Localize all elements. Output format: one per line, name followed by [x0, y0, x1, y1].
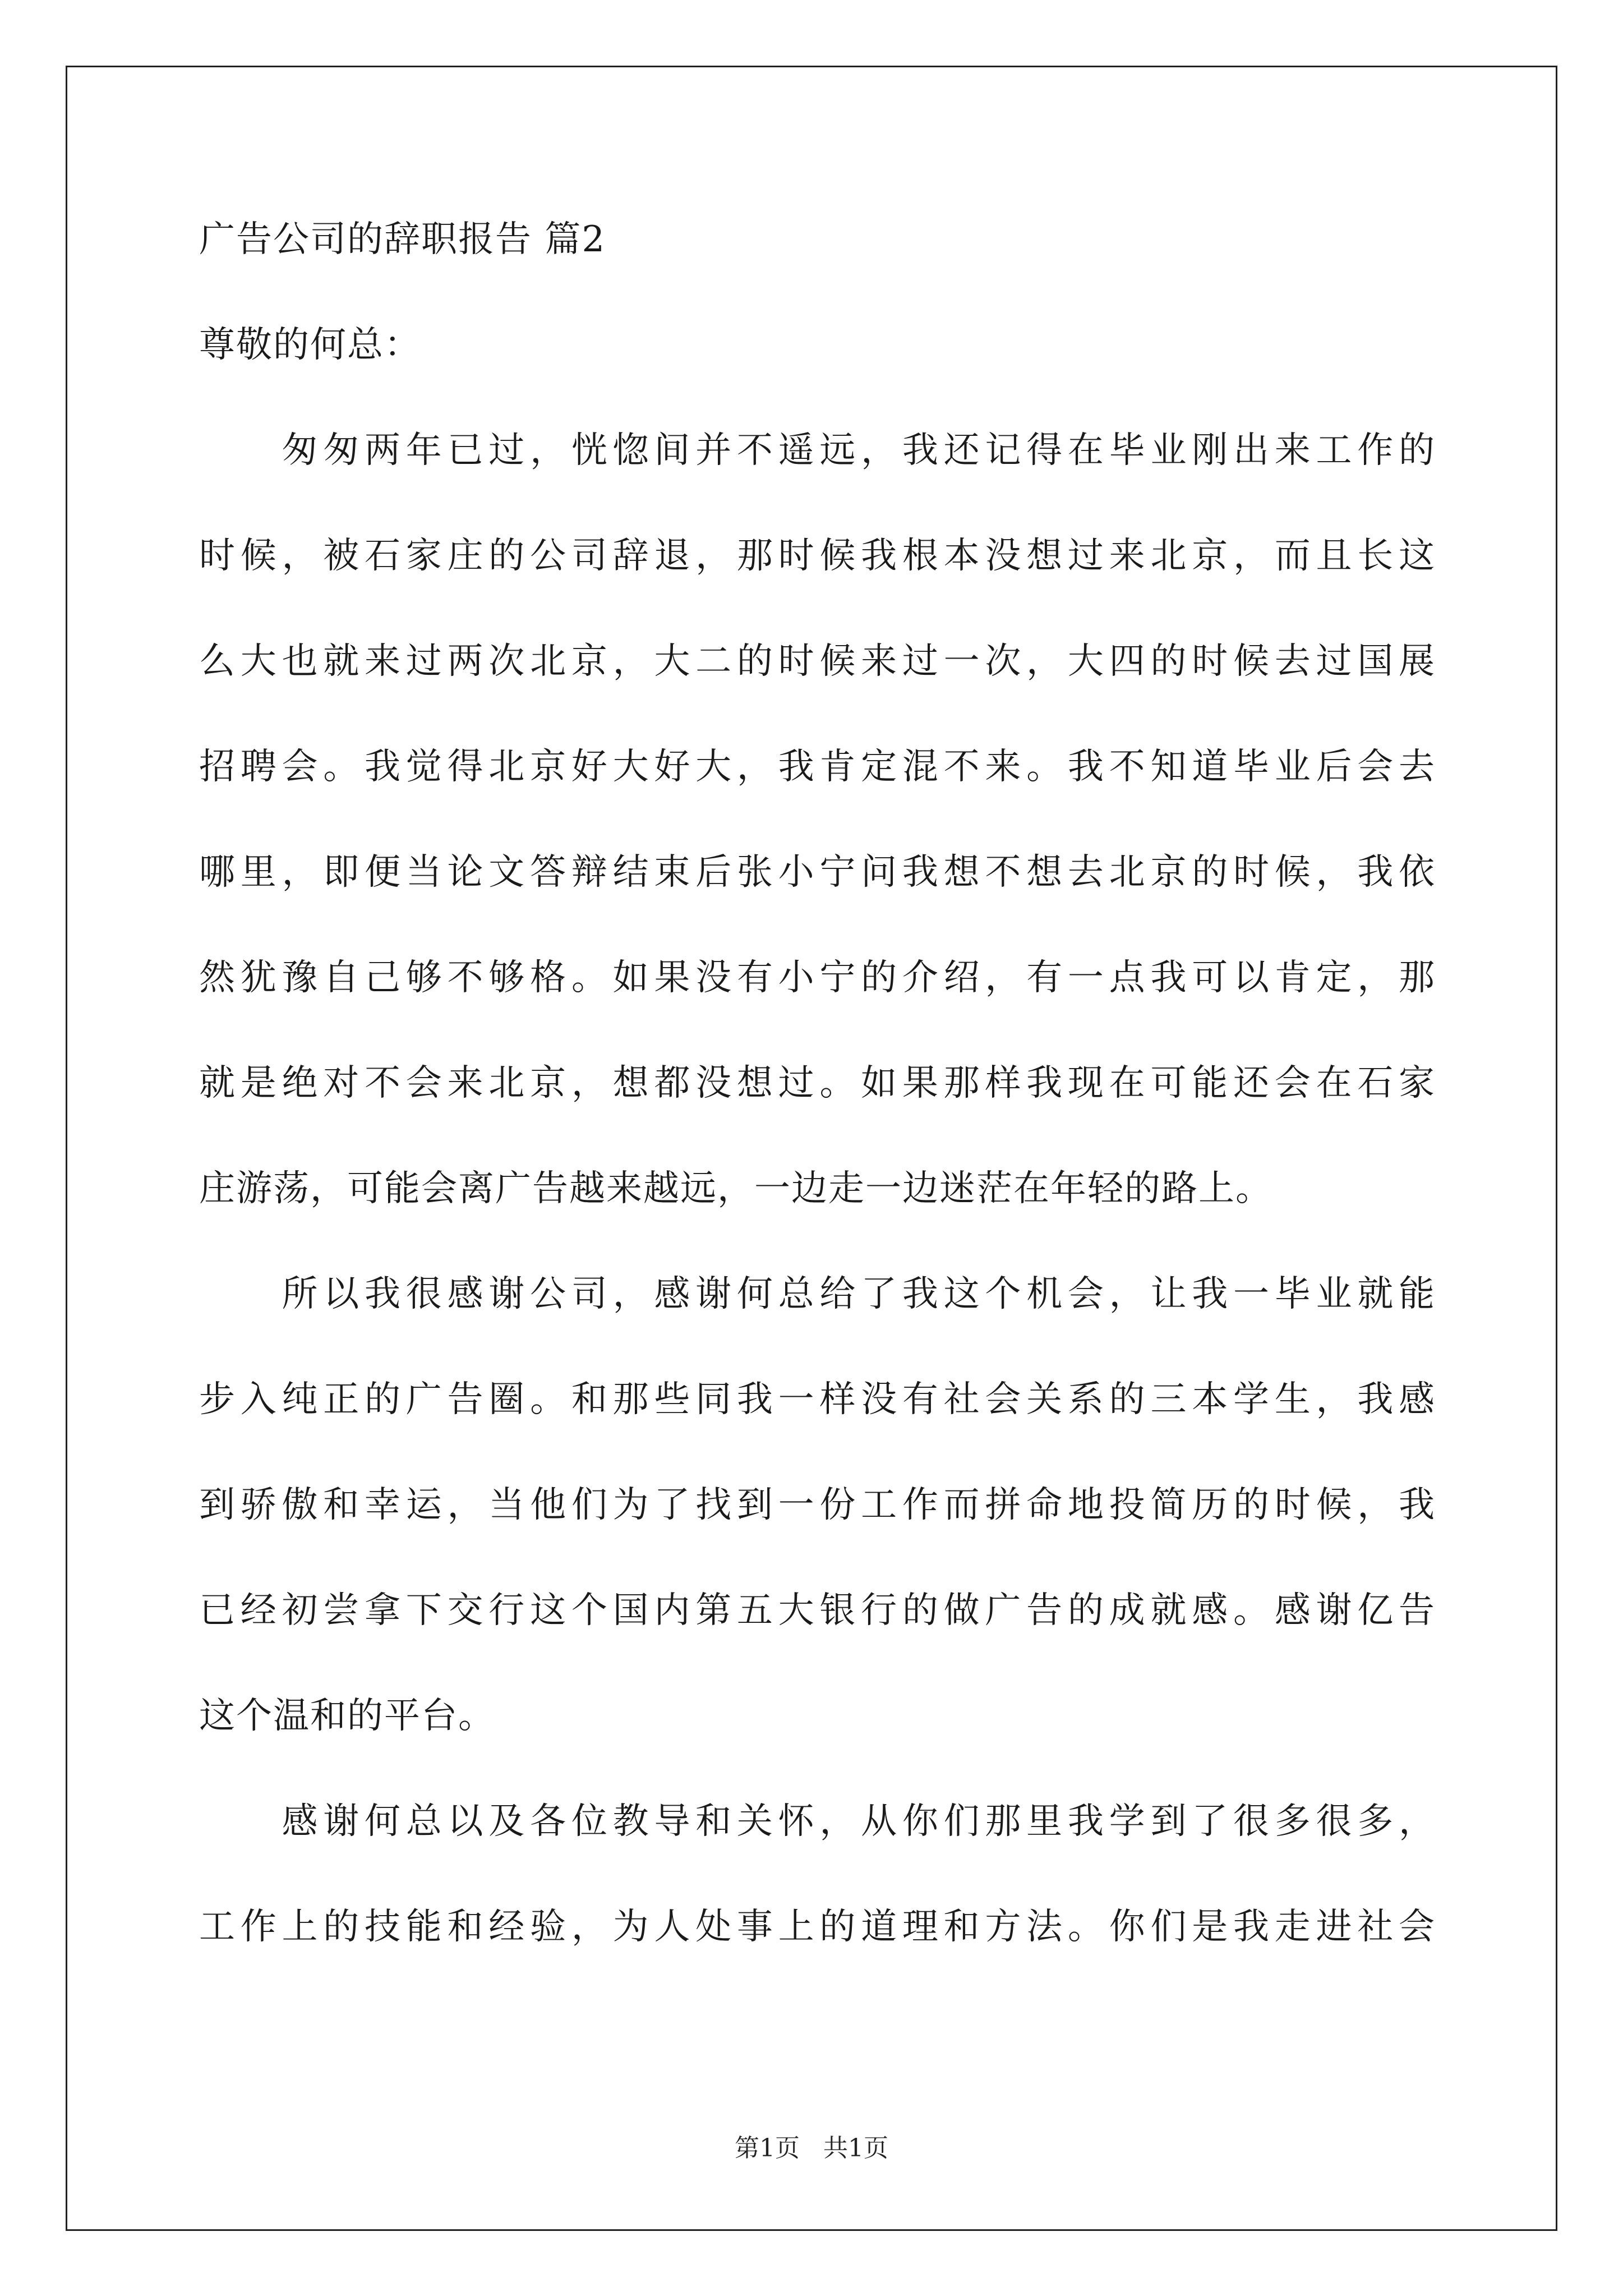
paragraph-line: 就是绝对不会来北京，想都没想过。如果那样我现在可能还会在石家 [199, 1062, 1436, 1104]
paragraph-line: 工作上的技能和经验，为人处事上的道理和方法。你们是我走进社会 [199, 1906, 1436, 1948]
paragraph-line: 招聘会。我觉得北京好大好大，我肯定混不来。我不知道毕业后会去 [199, 746, 1436, 788]
page-footer [0, 2136, 1623, 2161]
paragraph-line: 匆匆两年已过，恍惚间并不遥远，我还记得在毕业刚出来工作的 [199, 430, 1436, 471]
page-total: 共1页 [823, 2134, 888, 2162]
paragraph-line: 时候，被石家庄的公司辞退，那时候我根本没想过来北京，而且长这 [199, 535, 1436, 577]
paragraph-line: 么大也就来过两次北京，大二的时候来过一次，大四的时候去过国展 [199, 641, 1436, 682]
paragraph-line: 这个温和的平台。 [199, 1695, 495, 1737]
paragraph-line: 哪里，即便当论文答辩结束后张小宁问我想不想去北京的时候，我依 [199, 852, 1436, 893]
paragraph-line: 到骄傲和幸运，当他们为了找到一份工作而拼命地投简历的时候，我 [199, 1484, 1436, 1526]
page-number: 第1页 [735, 2134, 800, 2162]
paragraph-line: 所以我很感谢公司，感谢何总给了我这个机会，让我一毕业就能 [199, 1273, 1436, 1315]
paragraph-line: 感谢何总以及各位教导和关怀，从你们那里我学到了很多很多， [199, 1801, 1436, 1842]
paragraph-line: 然犹豫自己够不够格。如果没有小宁的介绍，有一点我可以肯定，那 [199, 957, 1436, 999]
paragraph-line: 步入纯正的广告圈。和那些同我一样没有社会关系的三本学生，我感 [199, 1379, 1436, 1420]
paragraph-line: 庄游荡，可能会离广告越来越远，一边走一边迷茫在年轻的路上。 [199, 1168, 1272, 1209]
document-title: 广告公司的辞职报告 篇2 [199, 219, 606, 260]
paragraph-line: 已经初尝拿下交行这个国内第五大银行的做广告的成就感。感谢亿告 [199, 1590, 1436, 1631]
salutation: 尊敬的何总： [199, 324, 421, 366]
